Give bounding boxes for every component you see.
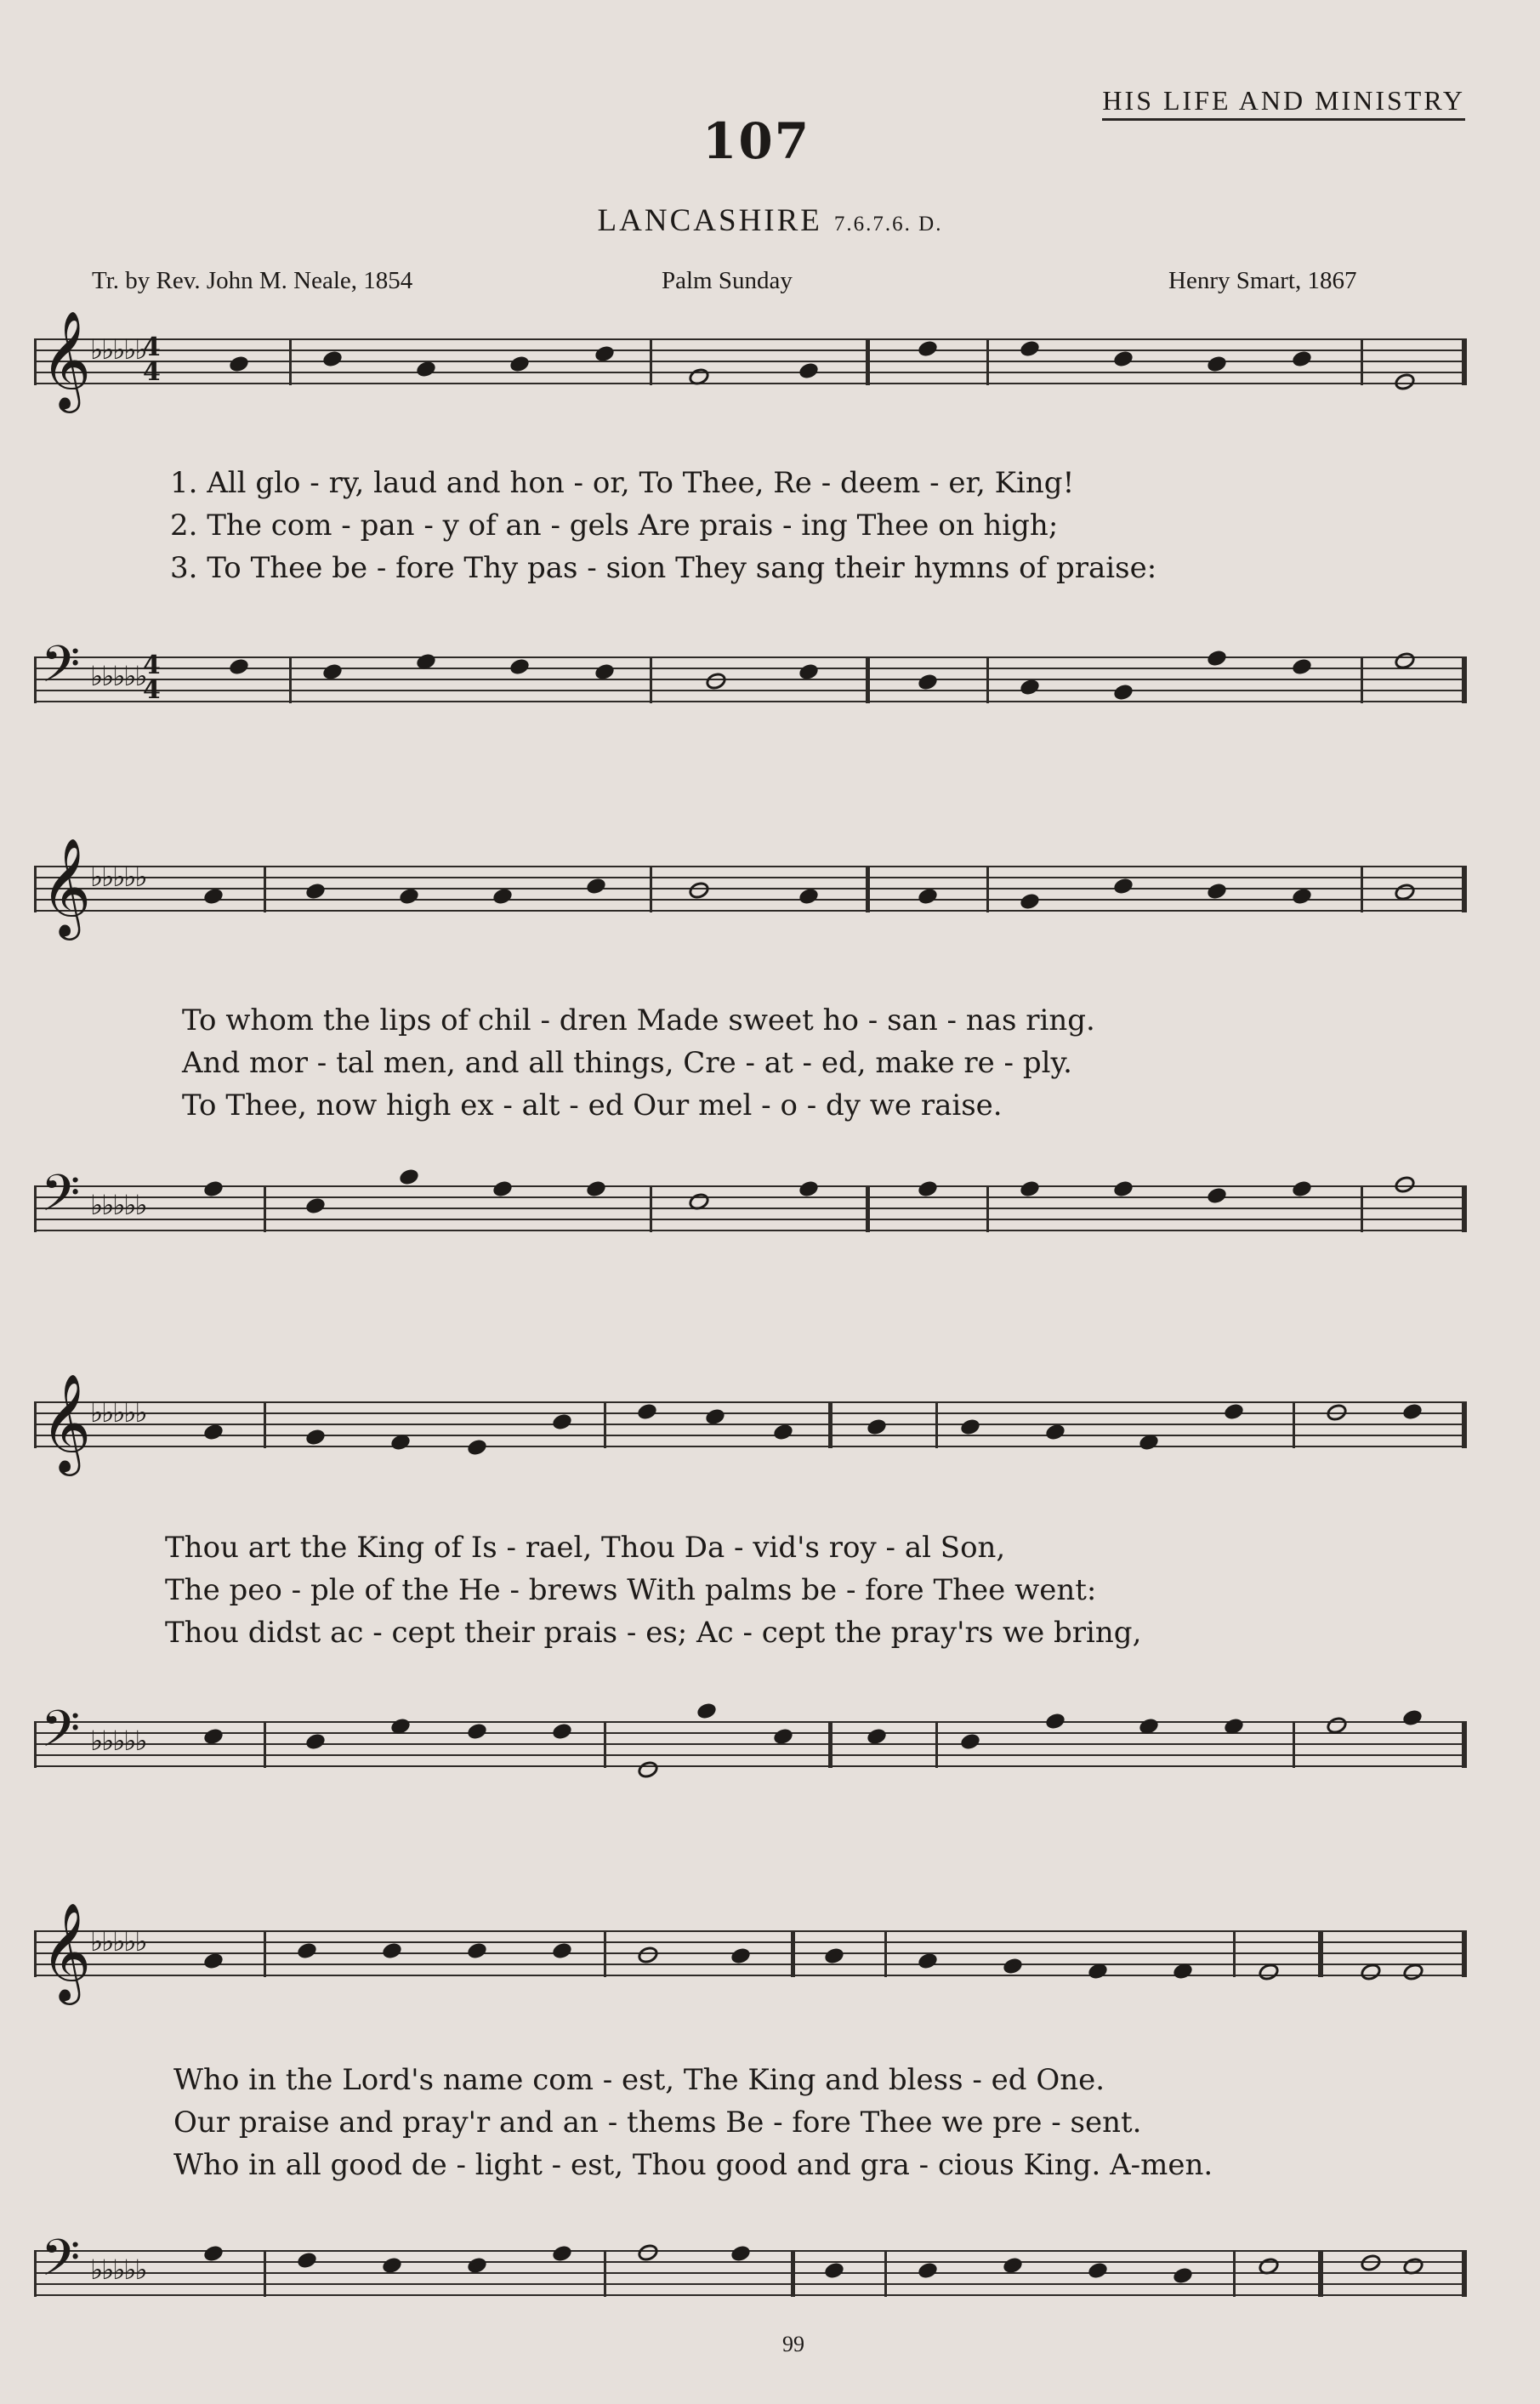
tune-heading [0,202,1540,239]
treble-staff-2 [34,837,1467,936]
treble-clef-icon: 𝄞 [41,1372,92,1472]
treble-clef-icon: 𝄞 [41,310,92,409]
lyric-line-4-2: Our praise and pray'r and an - thems Be - fore Thee we pre - sent. [173,2106,1142,2140]
note [304,1196,327,1215]
composer-credit: Henry Smart, 1867 [1168,267,1357,294]
note [551,1721,573,1741]
tune-name: LANCASHIRE [597,203,822,238]
key-signature: ♭♭♭♭♭ [90,1725,146,1757]
page-number: 99 [782,2332,804,2356]
lyric-line-3-1: Thou art the King of Is - rael, Thou Da - vid's roy - al Son, [165,1531,1006,1565]
bass-clef-icon: 𝄢 [41,2228,81,2299]
note [959,1731,981,1751]
lyric-line-1-2: 2. The com - pan - y of an - gels Are prais - ing Thee on high; [170,509,1059,543]
note [304,1731,327,1751]
note [304,1427,327,1446]
note [551,1941,573,1960]
note [1087,2260,1109,2280]
note [398,1167,420,1186]
note [1359,2252,1384,2274]
note [321,349,344,368]
bass-clef-icon: 𝄢 [41,1699,81,1770]
note [585,876,607,895]
treble-staff-3 [34,1372,1467,1472]
note [1112,349,1134,368]
note [551,1412,573,1431]
note [636,2242,661,2264]
note [1223,1401,1245,1421]
note [823,2260,845,2280]
lyric-line-4-3: Who in all good de - light - est, Thou good and gra - cious King. A-men. [173,2148,1213,2182]
time-signature: 4 4 [143,651,161,705]
translator-credit: Tr. by Rev. John M. Neale, 1854 [92,267,413,294]
note [687,879,712,901]
key-signature: ♭♭♭♭♭ [90,1396,146,1429]
note [1401,1708,1424,1727]
hymn-number: 107 [702,112,811,170]
note [1044,1711,1066,1731]
treble-staff-1 [34,310,1467,409]
bass-staff-1 [34,634,1467,706]
note [1002,1956,1024,1975]
note [636,1401,658,1421]
key-signature: ♭♭♭♭♭ [90,660,146,692]
treble-clef-icon: 𝄞 [41,1901,92,2001]
note [1206,648,1228,668]
section-title: HIS LIFE AND MINISTRY [1102,85,1465,121]
bass-staff-4 [34,2228,1467,2299]
bass-staff-2 [34,1163,1467,1235]
time-signature: 4 4 [143,332,161,387]
note [1291,349,1313,368]
lyric-line-3-3: Thou didst ac - cept their prais - es; Ac - cept the pray'rs we bring, [165,1616,1142,1650]
note [296,2250,318,2270]
note [1393,371,1418,393]
bass-clef-icon: 𝄢 [41,1163,81,1235]
note [1401,1401,1424,1421]
note [466,1941,488,1960]
note [917,2260,939,2280]
key-signature: ♭♭♭♭♭ [90,333,146,366]
key-signature: ♭♭♭♭♭ [90,1189,146,1221]
lyric-line-1-3: 3. To Thee be - fore Thy pas - sion They sang their hymns of praise: [170,551,1157,585]
note [466,1437,488,1457]
lyric-line-2-2: And mor - tal men, and all things, Cre - at - ed, make re - ply. [182,1046,1072,1080]
note [381,1941,403,1960]
note [1325,1401,1350,1424]
key-signature: ♭♭♭♭♭ [90,861,146,893]
lyric-line-1-1: 1. All glo - ry, laud and hon - or, To Thee, Re - deem - er, King! [170,466,1075,500]
note [1019,891,1041,911]
lyric-line-3-2: The peo - ple of the He - brews With palms be - fore Thee went: [165,1573,1097,1607]
note [296,1941,318,1960]
note [636,1944,661,1966]
treble-clef-icon: 𝄞 [41,837,92,936]
meter: 7.6.7.6. D. [833,213,943,236]
lyric-line-2-3: To Thee, now high ex - alt - ed Our mel - o - dy we raise. [182,1088,1003,1122]
treble-staff-4 [34,1901,1467,2001]
lyric-line-2-1: To whom the lips of chil - dren Made sweet ho - san - nas ring. [182,1003,1095,1037]
lyric-line-4-1: Who in the Lord's name com - est, The King and bless - ed One. [173,2063,1105,2097]
note [509,656,531,676]
note [1112,682,1134,702]
note [1393,1174,1418,1196]
bass-clef-icon: 𝄢 [41,634,81,706]
note [1112,876,1134,895]
key-signature: ♭♭♭♭♭ [90,2253,146,2286]
note [798,361,820,380]
note [228,656,250,676]
note [1019,338,1041,358]
occasion-label: Palm Sunday [662,267,793,294]
bass-staff-3 [34,1699,1467,1770]
note [636,1759,661,1781]
note [466,1721,488,1741]
note [696,1701,718,1720]
note [704,670,729,692]
note [1291,656,1313,676]
key-signature: ♭♭♭♭♭ [90,1925,146,1958]
note [917,338,939,358]
note [1206,1185,1228,1205]
